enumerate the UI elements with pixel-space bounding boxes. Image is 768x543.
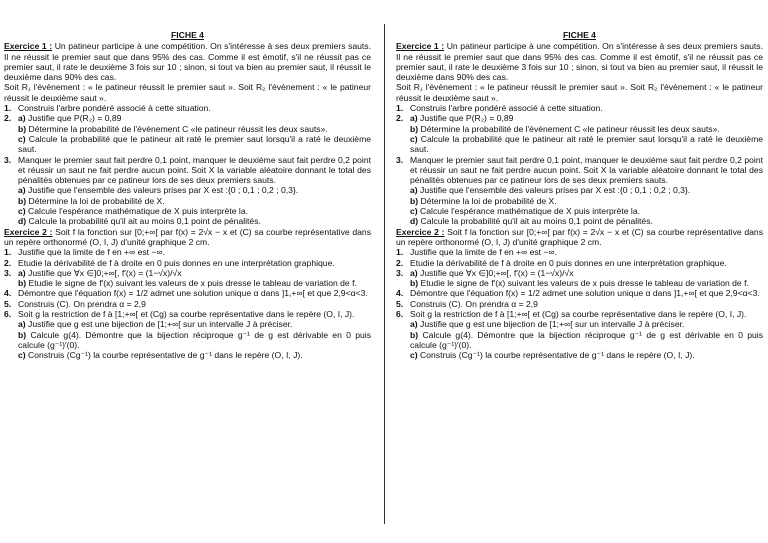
ex1-question-3d: d) Calcule la probabilité qu'il ait au moins 0,1 point de pénalités. — [410, 216, 653, 227]
ex1-question-3: 3. Manquer le premier saut fait perdre 0,1 point, manquer le deuxième saut fait perdre 0,2 point et réussir un saut ne fait perdre aucun point. Soit X la variable aléatoire donnant le total des pénalités obtenues par ce patineur lors de ses deux premiers sauts. — [396, 154, 763, 186]
ex2-question-6: 6. Soit g la restriction de f à [1;+∞[ et (Cg) sa courbe représentative dans le repère (O, I, J). — [396, 309, 747, 320]
ex2-question-3a: 3. a) Justifie que ∀x ∈]0;+∞[, f′(x) = (1−√x)/√x — [396, 267, 574, 278]
ex2-question-6c: c) Construis (Cg⁻¹) la courbe représentative de g⁻¹ dans le repère (O, I, J). — [18, 350, 303, 361]
ex2-question-6b: b) Calcule g(4). Démontre que la bijection réciproque g⁻¹ de g est dérivable en 0 puis calcule (g⁻¹)′(0). — [410, 329, 763, 350]
ex1-question-3d: d) Calcule la probabilité qu'il ait au moins 0,1 point de pénalités. — [18, 216, 261, 227]
ex1-question-3b: b) Détermine la loi de probabilité de X. — [18, 195, 165, 206]
sheet-title: FICHE 4 — [563, 30, 596, 40]
ex1-question-2a: 2. a) Justifie que P(R₂) = 0,89 — [4, 113, 122, 124]
ex1-question-1: 1. Construis l'arbre pondéré associé à cette situation. — [396, 103, 603, 114]
left-column — [4, 30, 371, 520]
ex1-question-2b: b) Détermine la probabilité de l'évènement C «le patineur réussit les deux sauts». — [410, 123, 720, 134]
ex2-question-2: 2. Etudie la dérivabilité de f à droite en 0 puis donnes en une interprétation graphique. — [396, 257, 727, 268]
ex2-question-2: 2. Etudie la dérivabilité de f à droite en 0 puis donnes en une interprétation graphique. — [4, 257, 335, 268]
ex2-question-3b: b) Etudie le signe de f′(x) suivant les valeurs de x puis dresse le tableau de variation de f. — [410, 278, 749, 289]
ex2-question-4: 4. Démontre que l'équation f(x) = 1/2 admet une solution unique α dans ]1,+∞[ et que 2,9<α<3. — [396, 288, 760, 299]
exercise-1-events: Soit R₁ l'évènement : « le patineur réussit le premier saut ». Soit R₂ l'évènement : « le patineur réussit le deuxième saut ». — [396, 82, 763, 103]
ex1-question-3b: b) Détermine la loi de probabilité de X. — [410, 195, 557, 206]
ex1-question-2c: c) Calcule la probabilité que le patineur ait raté le premier saut lorsqu'il a raté le deuxième saut. — [18, 133, 371, 155]
sheet-title: FICHE 4 — [171, 30, 204, 40]
ex1-question-1: 1. Construis l'arbre pondéré associé à cette situation. — [4, 103, 211, 114]
exercise-1-intro: Exercice 1 : Un patineur participe à une compétition. On s'intéresse à ses deux premiers sauts. Il ne réussit le premier saut que dans 95% des cas. Comme il est émotif, s'il ne réussit pas ce premier saut, il rate le deuxième 3 fois sur 10 ; sinon, si tout va bien au premier saut, il réussit le deuxième dans 90% des cas. — [4, 41, 371, 83]
exercise-1-heading: Exercice 1 : — [4, 41, 53, 52]
exercise-2-heading: Exercice 2 : — [396, 226, 445, 237]
ex1-question-3a: a) Justifie que l'ensemble des valeurs prises par X est :{0 ; 0,1 ; 0,2 ; 0,3}. — [18, 185, 299, 196]
exercise-1-events: Soit R₁ l'évènement : « le patineur réussit le premier saut ». Soit R₂ l'évènement : « le patineur réussit le deuxième saut ». — [4, 82, 371, 103]
ex1-question-2a: 2. a) Justifie que P(R₂) = 0,89 — [396, 113, 514, 124]
column-divider — [384, 24, 385, 524]
ex1-question-3c: c) Calcule l'espérance mathématique de X puis interprète la. — [18, 206, 248, 217]
ex1-question-3: 3. Manquer le premier saut fait perdre 0,1 point, manquer le deuxième saut fait perdre 0,2 point et réussir un saut ne fait perdre aucun point. Soit X la variable aléatoire donnant le total des pénalités obtenues par ce patineur lors de ses deux premiers sauts. — [4, 154, 371, 186]
ex2-question-3b: b) Etudie le signe de f′(x) suivant les valeurs de x puis dresse le tableau de variation de f. — [18, 278, 357, 289]
ex2-question-3a: 3. a) Justifie que ∀x ∈]0;+∞[, f′(x) = (1−√x)/√x — [4, 267, 182, 278]
ex1-question-3c: c) Calcule l'espérance mathématique de X puis interprète la. — [410, 206, 640, 217]
ex2-question-6b: b) Calcule g(4). Démontre que la bijection réciproque g⁻¹ de g est dérivable en 0 puis calcule (g⁻¹)′(0). — [18, 329, 371, 350]
ex2-question-6: 6. Soit g la restriction de f à [1;+∞[ et (Cg) sa courbe représentative dans le repère (O, I, J). — [4, 309, 355, 320]
exercise-2-heading: Exercice 2 : — [4, 226, 53, 237]
ex2-question-1: 1. Justifie que la limite de f en +∞ est −∞. — [396, 247, 557, 258]
ex2-question-5: 5. Construis (C). On prendra α = 2,9 — [396, 298, 538, 309]
ex1-question-2b: b) Détermine la probabilité de l'évènement C «le patineur réussit les deux sauts». — [18, 123, 328, 134]
right-column — [396, 30, 763, 520]
exercise-1-intro: Exercice 1 : Un patineur participe à une compétition. On s'intéresse à ses deux premiers sauts. Il ne réussit le premier saut que dans 95% des cas. Comme il est émotif, s'il ne réussit pas ce premier saut, il rate le deuxième 3 fois sur 10 ; sinon, si tout va bien au premier saut, il réussit le deuxième dans 90% des cas. — [396, 41, 763, 83]
ex2-question-4: 4. Démontre que l'équation f(x) = 1/2 admet une solution unique α dans ]1,+∞[ et que 2,9<α<3. — [4, 288, 368, 299]
exercise-2-intro: Exercice 2 : Soit f la fonction sur [0;+∞[ par f(x) = 2√x − x et (C) sa courbe représentative dans un repère orthonormé (O, I, J) d'unité graphique 2 cm. — [396, 226, 763, 247]
exercise-2-intro: Exercice 2 : Soit f la fonction sur [0;+∞[ par f(x) = 2√x − x et (C) sa courbe représentative dans un repère orthonormé (O, I, J) d'unité graphique 2 cm. — [4, 226, 371, 247]
ex2-question-5: 5. Construis (C). On prendra α = 2,9 — [4, 298, 146, 309]
ex1-question-2c: c) Calcule la probabilité que le patineur ait raté le premier saut lorsqu'il a raté le deuxième saut. — [410, 133, 763, 155]
ex2-question-6a: a) Justifie que g est une bijection de [1;+∞[ sur un intervalle J à préciser. — [410, 319, 685, 330]
exercise-1-heading: Exercice 1 : — [396, 41, 445, 52]
ex2-question-6c: c) Construis (Cg⁻¹) la courbe représentative de g⁻¹ dans le repère (O, I, J). — [410, 350, 695, 361]
ex2-question-1: 1. Justifie que la limite de f en +∞ est −∞. — [4, 247, 165, 258]
ex1-question-3a: a) Justifie que l'ensemble des valeurs prises par X est :{0 ; 0,1 ; 0,2 ; 0,3}. — [410, 185, 691, 196]
ex2-question-6a: a) Justifie que g est une bijection de [1;+∞[ sur un intervalle J à préciser. — [18, 319, 293, 330]
